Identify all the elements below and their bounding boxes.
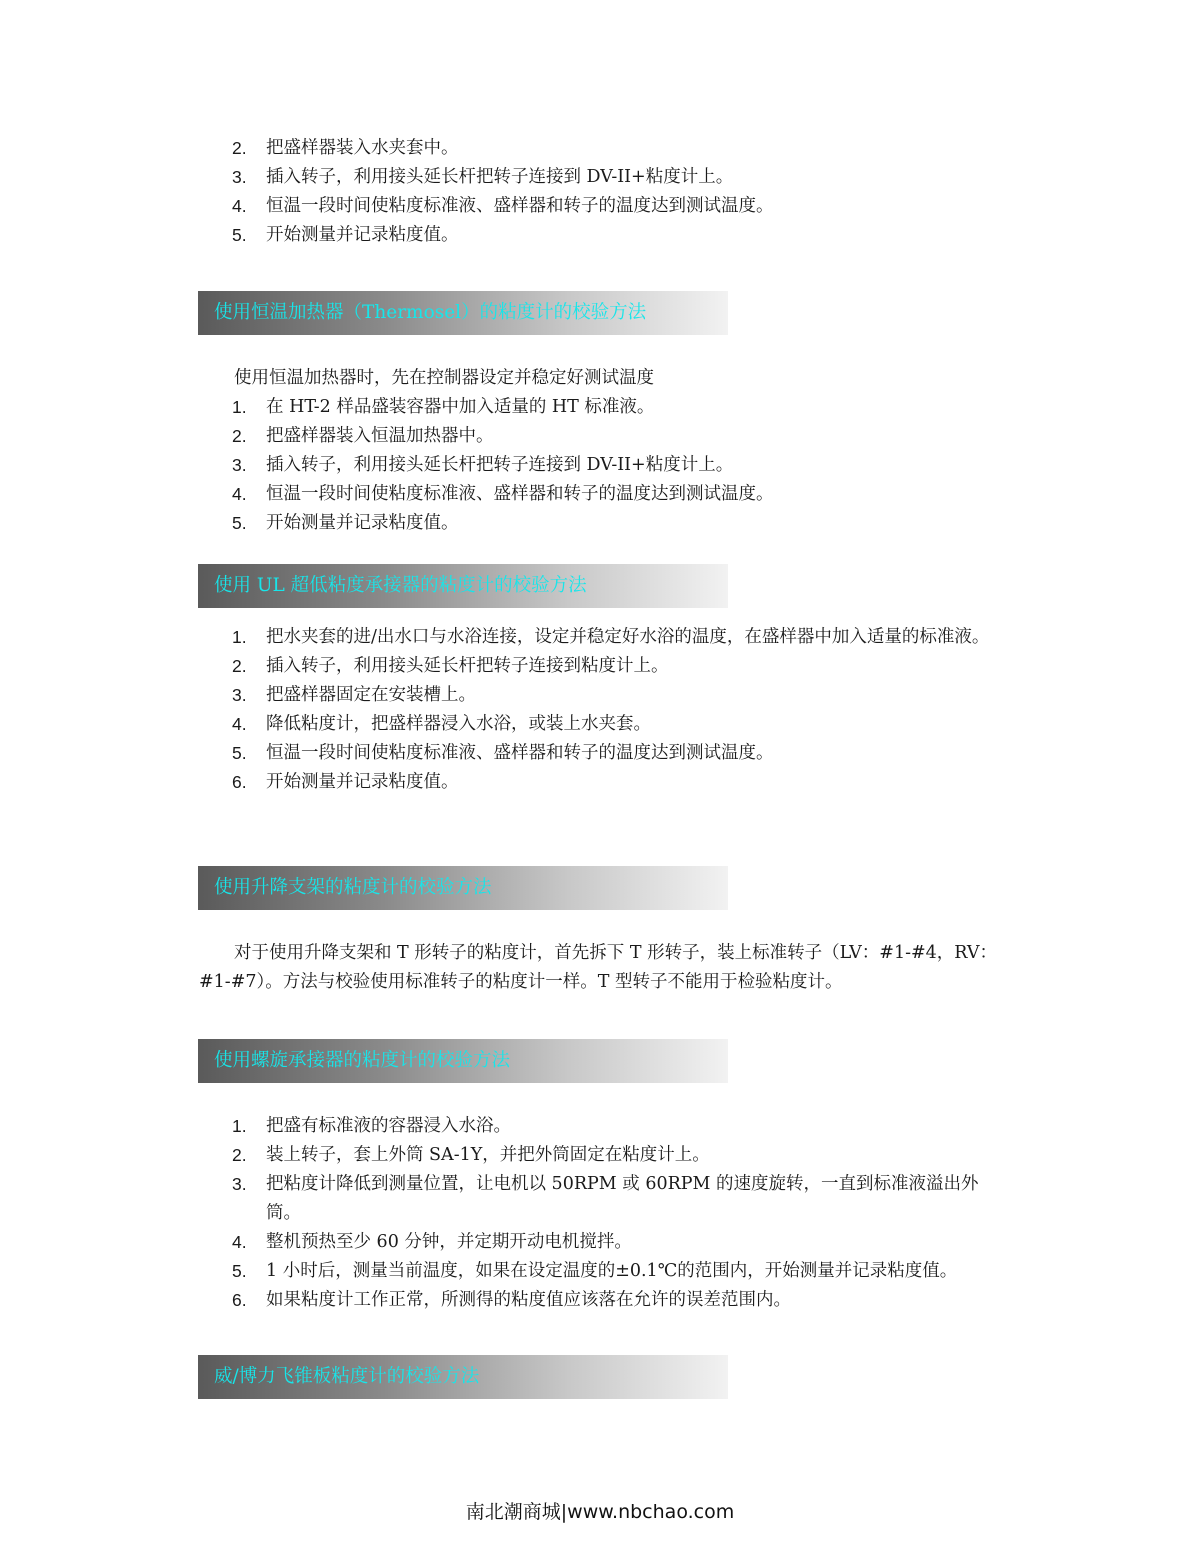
spiral-steps-list (232, 1112, 1012, 1315)
section-title: 使用 UL 超低粘度承接器的粘度计的校验方法 (214, 575, 587, 596)
section-title: 威/博力飞锥板粘度计的校验方法 (214, 1366, 480, 1387)
section-header-thermosel (198, 291, 728, 335)
section-header-ul-adapter (198, 564, 728, 608)
list-item: 4. 降低粘度计，把盛样器浸入水浴，或装上水夹套。 (232, 714, 651, 734)
list-item: 2. 把盛样器装入水夹套中。 (232, 138, 459, 158)
section-header-cone-plate (198, 1355, 728, 1399)
list-item: 1. 把水夹套的进/出水口与水浴连接，设定并稳定好水浴的温度，在盛样器中加入适量的标准液。 (232, 627, 990, 647)
footer-link[interactable]: 南北潮商城|www.nbchao.com (465, 1501, 735, 1523)
list-item: 5. 1 小时后，测量当前温度，如果在设定温度的±0.1℃的范围内，开始测量并记录粘度值。 (232, 1261, 958, 1281)
list-item: 4. 恒温一段时间使粘度标准液、盛样器和转子的温度达到测试温度。 (232, 484, 774, 504)
helipath-paragraph: 对于使用升降支架和 T 形转子的粘度计，首先拆下 T 形转子，装上标准转子（LV：#1-#4，RV：#1-#7）。方法与校验使用标准转子的粘度计一样。T 型转子不能用于检验粘度计。 (199, 943, 997, 992)
list-item: 2. 插入转子，利用接头延长杆把转子连接到粘度计上。 (232, 656, 669, 676)
list-item: 2. 装上转子，套上外筒 SA-1Y，并把外筒固定在粘度计上。 (232, 1145, 710, 1165)
list-item: 6. 开始测量并记录粘度值。 (232, 772, 459, 792)
thermosel-steps-list (232, 393, 1012, 538)
section-title: 使用升降支架的粘度计的校验方法 (214, 877, 492, 898)
list-item: 3. 插入转子，利用接头延长杆把转子连接到 DV-II+粘度计上。 (232, 167, 734, 187)
list-item: 5. 恒温一段时间使粘度标准液、盛样器和转子的温度达到测试温度。 (232, 743, 774, 763)
list-item: 3. 插入转子，利用接头延长杆把转子连接到 DV-II+粘度计上。 (232, 455, 734, 475)
section-header-helipath (198, 866, 728, 910)
list-item: 3. 把粘度计降低到测量位置，让电机以 50RPM 或 60RPM 的速度旋转，一直到标准液溢出外筒。 (232, 1174, 979, 1223)
section-title: 使用螺旋承接器的粘度计的校验方法 (214, 1050, 511, 1071)
list-item: 1. 在 HT-2 样品盛装容器中加入适量的 HT 标准液。 (232, 397, 655, 417)
list-item: 2. 把盛样器装入恒温加热器中。 (232, 426, 494, 446)
thermosel-intro: 使用恒温加热器时，先在控制器设定并稳定好测试温度 (234, 368, 654, 388)
top-steps-list (232, 134, 1012, 250)
ul-steps-list (232, 623, 1012, 797)
section-title: 使用恒温加热器（Thermosel）的粘度计的校验方法 (214, 302, 647, 323)
list-item: 5. 开始测量并记录粘度值。 (232, 225, 459, 245)
list-item: 3. 把盛样器固定在安装槽上。 (232, 685, 476, 705)
list-item: 5. 开始测量并记录粘度值。 (232, 513, 459, 533)
list-item: 4. 恒温一段时间使粘度标准液、盛样器和转子的温度达到测试温度。 (232, 196, 774, 216)
list-item: 1. 把盛有标准液的容器浸入水浴。 (232, 1116, 511, 1136)
list-item: 6. 如果粘度计工作正常，所测得的粘度值应该落在允许的误差范围内。 (232, 1290, 791, 1310)
section-header-spiral-adapter (198, 1039, 728, 1083)
list-item: 4. 整机预热至少 60 分钟，并定期开动电机搅拌。 (232, 1232, 632, 1252)
